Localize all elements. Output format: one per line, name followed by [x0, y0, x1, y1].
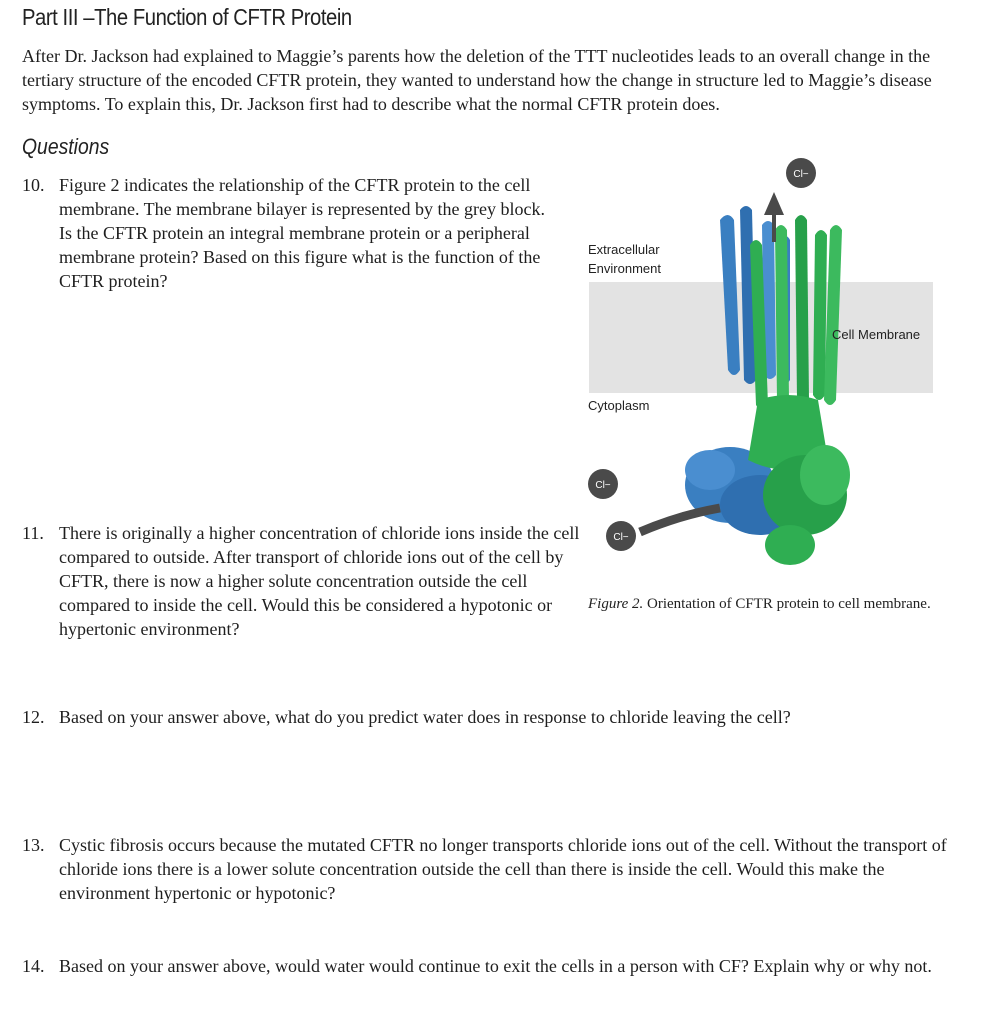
question-number: 10. — [22, 175, 45, 195]
question-text: Figure 2 indicates the relationship of the CFTR protein to the cell membrane. The membrane bilayer is represented by the grey block. Is the CFTR protein an integral membrane protein or a peripheral membrane protein? Based on this figure what is the function of the CFTR protein? — [59, 175, 545, 291]
question-number: 14. — [22, 956, 45, 976]
label-extracellular: Extracellular — [588, 242, 660, 257]
question-number: 12. — [22, 707, 45, 727]
ion-label: Cl− — [595, 480, 611, 491]
question-text: There is originally a higher concentration of chloride ions inside the cell compared to outside. After transport of chloride ions out of the cell by CFTR, there is now a higher solute concentration outside the cell compared to inside the cell. Would this be considered a hypotonic or hypertonic environment? — [59, 523, 580, 639]
label-extracellular-environment: Environment — [588, 261, 661, 276]
chloride-ion-cytoplasm-1 — [588, 469, 618, 499]
questions-heading: Questions — [22, 134, 110, 159]
caption-text: Orientation of CFTR protein to cell membrane. — [643, 596, 931, 612]
question-10 — [22, 173, 552, 293]
page-title: Part III –The Function of CFTR Protein — [22, 4, 352, 30]
ion-label: Cl− — [613, 532, 629, 543]
question-11 — [22, 521, 582, 641]
ion-label: Cl− — [793, 169, 809, 180]
figure-caption — [588, 596, 931, 613]
question-text: Based on your answer above, what do you predict water does in response to chloride leaving the cell? — [59, 707, 791, 727]
question-text: Based on your answer above, would water would continue to exit the cells in a person with CF? Explain why or why not. — [59, 956, 932, 976]
label-cytoplasm: Cytoplasm — [588, 398, 650, 413]
question-number: 11. — [22, 523, 44, 543]
chloride-ion-cytoplasm-2 — [606, 521, 636, 551]
caption-label: Figure 2. — [588, 596, 644, 612]
question-12 — [22, 705, 962, 729]
cftr-diagram — [580, 150, 960, 630]
label-cell-membrane: Cell Membrane — [832, 327, 921, 342]
question-14 — [22, 954, 962, 978]
question-text: Cystic fibrosis occurs because the mutated CFTR no longer transports chloride ions out of the cell. Without the transport of chloride ions there is a lower solute concentration outside the cell than there is inside the cell. Would this make the environment hypertonic or hypotonic? — [59, 835, 947, 903]
question-13 — [22, 833, 962, 905]
transport-arrow-in — [640, 508, 720, 532]
chloride-ion-top — [786, 158, 816, 188]
question-number: 13. — [22, 835, 45, 855]
intro-paragraph: After Dr. Jackson had explained to Maggie’s parents how the deletion of the TTT nucleotides leads to an overall change in the tertiary structure of the encoded CFTR protein, they wanted to understand how the change in structure led to Maggie’s disease symptoms. To explain this, Dr. Jackson first had to describe what the normal CFTR protein does. — [22, 46, 932, 114]
figure-2 — [580, 150, 960, 630]
